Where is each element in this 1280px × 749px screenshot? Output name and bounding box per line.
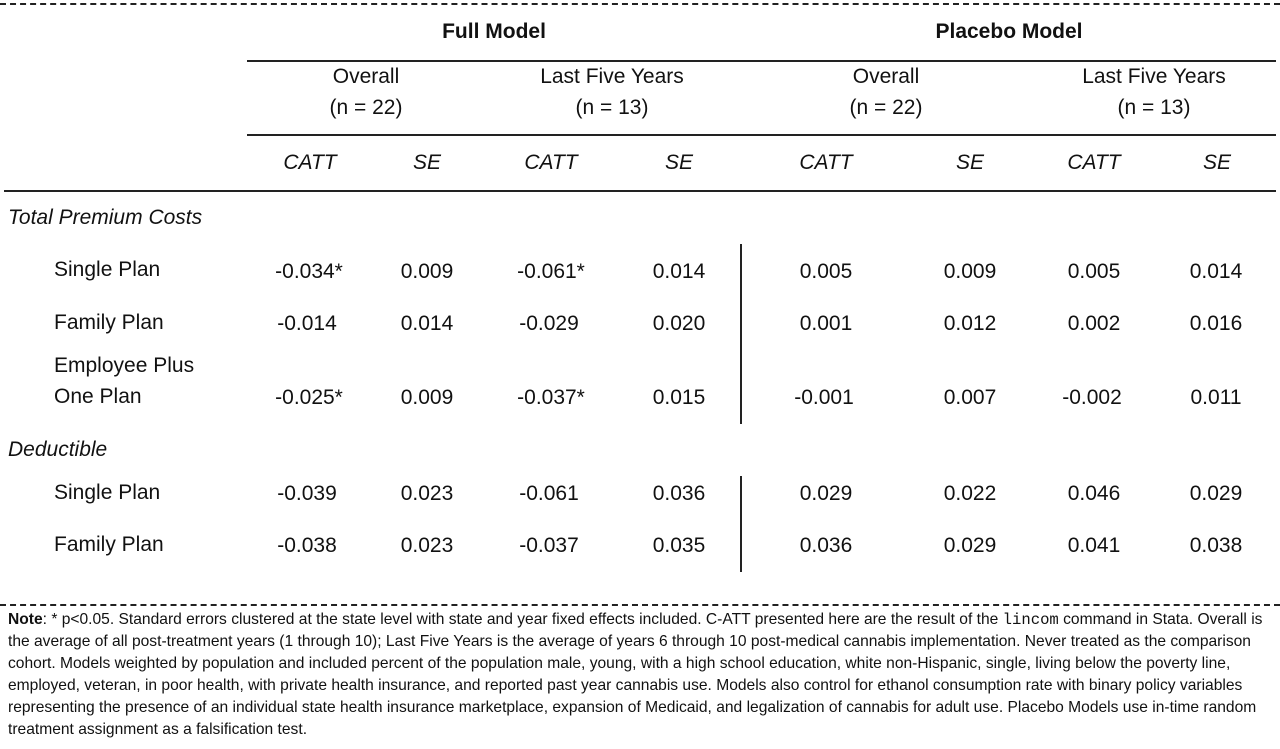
row-label: Family Plan bbox=[54, 533, 164, 556]
row-label: Family Plan bbox=[54, 311, 164, 334]
note-text-2: command in Stata. Overall is the average of all post-treatment years (1 through 10); Last Five Years is the average of years 6 through 10 post-medical cannabis implementation. Never treated as the comparison cohort. Models weighted by population and included percent of the population male, young, with a high school education, white non-Hispanic, single, living below the poverty line, employed, veteran, in poor health, with private health insurance, and reported past year cannabis use. Models also control for ethanol consumption rate with binary policy variables representing the presence of an individual state health insurance marketplace, expansion of Medicaid, and legalization of cannabis for adult use. Placebo Models use in-time random treatment assignment as a falsification test. bbox=[8, 611, 1263, 738]
table-cell: 0.036 bbox=[652, 482, 706, 505]
table-cell: 0.029 bbox=[943, 534, 997, 557]
table-cell: -0.001 bbox=[794, 386, 854, 409]
table-cell: 0.005 bbox=[799, 260, 853, 283]
table-cell: -0.029 bbox=[519, 312, 579, 335]
table-cell: 0.015 bbox=[652, 386, 706, 409]
table-cell: -0.038 bbox=[277, 534, 337, 557]
full-model-header: Full Model bbox=[442, 20, 546, 43]
table-cell: -0.061* bbox=[517, 260, 585, 283]
table-cell: 0.023 bbox=[400, 482, 454, 505]
table-cell: 0.041 bbox=[1067, 534, 1121, 557]
table-cell: 0.046 bbox=[1067, 482, 1121, 505]
table-cell: 0.022 bbox=[943, 482, 997, 505]
col-header: CATT bbox=[524, 151, 578, 174]
row-label: Single Plan bbox=[54, 481, 161, 504]
placebo-model-header: Placebo Model bbox=[935, 20, 1083, 43]
col-header: SE bbox=[1202, 151, 1232, 174]
table-cell: -0.025* bbox=[275, 386, 343, 409]
row-label: Employee Plus bbox=[54, 354, 195, 377]
table-cell: 0.009 bbox=[400, 260, 454, 283]
col-header: SE bbox=[664, 151, 694, 174]
row-label: Single Plan bbox=[54, 258, 161, 281]
top-dashed-rule bbox=[0, 3, 1280, 5]
table-cell: 0.005 bbox=[1067, 260, 1121, 283]
col-header: SE bbox=[955, 151, 985, 174]
group-header-placebo-overall: Overall (n = 22) bbox=[849, 65, 923, 119]
table-cell: 0.014 bbox=[1189, 260, 1243, 283]
table-cell: -0.014 bbox=[277, 312, 337, 335]
table-cell: 0.011 bbox=[1190, 386, 1242, 409]
table-cell: -0.037 bbox=[519, 534, 579, 557]
table-cell: 0.007 bbox=[943, 386, 997, 409]
table-cell: 0.023 bbox=[400, 534, 454, 557]
group-header-rule bbox=[247, 134, 1276, 136]
table-note bbox=[8, 609, 1276, 741]
table-cell: 0.036 bbox=[799, 534, 853, 557]
table-cell: 0.029 bbox=[1189, 482, 1243, 505]
model-header-rule bbox=[247, 60, 1276, 62]
table-cell: 0.009 bbox=[943, 260, 997, 283]
group-header-full-last5: Last Five Years (n = 13) bbox=[540, 65, 684, 119]
section-title: Total Premium Costs bbox=[8, 206, 203, 229]
col-header: CATT bbox=[799, 151, 853, 174]
table-cell: -0.061 bbox=[519, 482, 579, 505]
note-dashed-rule bbox=[0, 604, 1280, 606]
table-cell: -0.002 bbox=[1062, 386, 1122, 409]
model-divider bbox=[740, 476, 742, 572]
table-cell: 0.001 bbox=[799, 312, 853, 335]
col-header: SE bbox=[412, 151, 442, 174]
table-cell: 0.029 bbox=[799, 482, 853, 505]
group-header-full-overall: Overall (n = 22) bbox=[329, 65, 403, 119]
table-cell: 0.002 bbox=[1067, 312, 1121, 335]
table-cell: -0.039 bbox=[277, 482, 337, 505]
table-cell: -0.034* bbox=[275, 260, 343, 283]
row-label-cont: One Plan bbox=[54, 385, 142, 408]
note-text-1: : * p<0.05. Standard errors clustered at the state level with state and year fixed effects included. C-ATT presented here are the result of the bbox=[42, 611, 1003, 628]
model-divider bbox=[740, 244, 742, 424]
table-cell: 0.014 bbox=[400, 312, 454, 335]
column-header-rule bbox=[4, 190, 1276, 192]
group-header-placebo-last5: Last Five Years (n = 13) bbox=[1082, 65, 1226, 119]
table-cell: 0.014 bbox=[652, 260, 706, 283]
col-header: CATT bbox=[1067, 151, 1121, 174]
table-cell: -0.037* bbox=[517, 386, 585, 409]
col-header: CATT bbox=[283, 151, 337, 174]
table-cell: 0.038 bbox=[1189, 534, 1243, 557]
section-title: Deductible bbox=[8, 438, 108, 461]
note-code: lincom bbox=[1002, 611, 1059, 629]
table-cell: 0.035 bbox=[652, 534, 706, 557]
table-cell: 0.009 bbox=[400, 386, 454, 409]
table-cell: 0.012 bbox=[943, 312, 997, 335]
table-cell: 0.016 bbox=[1189, 312, 1243, 335]
table-cell: 0.020 bbox=[652, 312, 706, 335]
note-label: Note bbox=[8, 611, 43, 628]
